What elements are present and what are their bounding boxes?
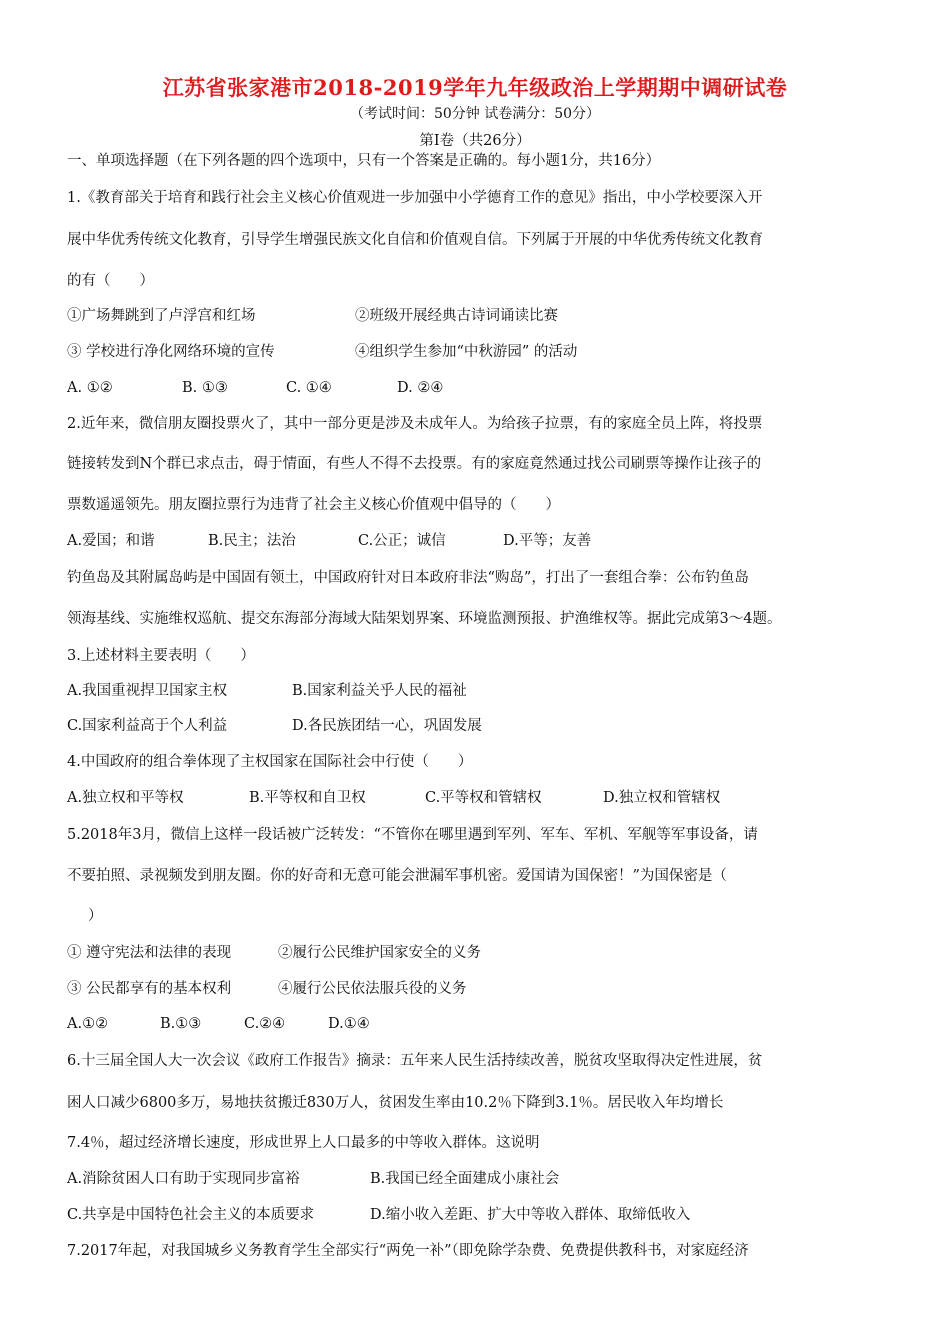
- q5-option-a[interactable]: A.①②: [67, 1016, 109, 1032]
- q2-line1: 2.近年来，微信朋友圈投票火了，其中一部分更是涉及未成年人。为给孩子拉票，有的家庭全员上阵，将投票: [67, 416, 763, 432]
- q6-option-a[interactable]: A.消除贫困人口有助于实现同步富裕: [67, 1171, 300, 1187]
- q5-statements-row1: [67, 943, 481, 963]
- exam-title: 江苏省张家港市2018-2019学年九年级政治上学期期中调研试卷: [162, 75, 788, 100]
- q6-options-row2: [67, 1205, 690, 1225]
- q1-option-b[interactable]: B. ①③: [182, 380, 228, 396]
- q1-options: [67, 378, 443, 398]
- q4-option-b[interactable]: B.平等权和自卫权: [249, 790, 366, 806]
- q4-option-d[interactable]: D.独立权和管辖权: [603, 790, 721, 806]
- q2-option-c[interactable]: C.公正；诚信: [358, 533, 446, 549]
- q1-statement-1: ①广场舞跳到了卢浮宫和红场: [67, 308, 256, 324]
- q5-line1: 5.2018年3月，微信上这样一段话被广泛转发：“不管你在哪里遇到军列、军车、军机、军舰等军事设备，请: [67, 827, 758, 843]
- q4-line1: 4.中国政府的组合拳体现了主权国家在国际社会中行使（ ）: [67, 754, 473, 770]
- q4-option-c[interactable]: C.平等权和管辖权: [425, 790, 542, 806]
- q1-statement-3: ③ 学校进行净化网络环境的宣传: [67, 344, 275, 360]
- q5-options: [67, 1014, 370, 1034]
- q1-statement-4: ④组织学生参加“中秋游园” 的活动: [355, 344, 578, 360]
- q5-option-c[interactable]: C.②④: [244, 1016, 286, 1032]
- part-heading: 第Ⅰ卷（共26分）: [419, 133, 531, 149]
- q6-option-c[interactable]: C.共享是中国特色社会主义的本质要求: [67, 1207, 315, 1223]
- q1-option-d[interactable]: D. ②④: [397, 380, 444, 396]
- q6-line2: 困人口减少6800多万，易地扶贫搬迁830万人，贫困发生率由10.2％下降到3.1％。居民收入年均增长: [67, 1095, 724, 1111]
- q2-option-d[interactable]: D.平等；友善: [503, 533, 592, 549]
- material-line1: 钓鱼岛及其附属岛屿是中国固有领土，中国政府针对日本政府非法“购岛”，打出了一套组合拳：公布钓鱼岛: [67, 570, 749, 586]
- q3-line1: 3.上述材料主要表明（ ）: [67, 648, 255, 664]
- q4-options: [67, 788, 720, 808]
- q4-option-a[interactable]: A.独立权和平等权: [67, 790, 184, 806]
- q2-option-a[interactable]: A.爱国；和谐: [67, 533, 155, 549]
- q5-statement-4: ④履行公民依法服兵役的义务: [278, 981, 467, 997]
- q2-line3: 票数遥遥领先。朋友圈拉票行为违背了社会主义核心价值观中倡导的（ ）: [67, 497, 560, 513]
- q1-option-c[interactable]: C. ①④: [286, 380, 332, 396]
- q6-option-b[interactable]: B.我国已经全面建成小康社会: [370, 1171, 560, 1187]
- q5-option-d[interactable]: D.①④: [328, 1016, 370, 1032]
- q3-options-row2: [67, 716, 482, 736]
- q1-line2: 展中华优秀传统文化教育，引导学生增强民族文化自信和价值观自信。下列属于开展的中华优秀传统文化教育: [67, 232, 763, 248]
- q6-line3: 7.4％，超过经济增长速度，形成世界上人口最多的中等收入群体。这说明: [67, 1135, 540, 1151]
- q5-statements-row2: [67, 979, 467, 999]
- q3-options-row1: [67, 681, 467, 701]
- q6-line1: 6.十三届全国人大一次会议《政府工作报告》摘录：五年来人民生活持续改善，脱贫攻坚取得决定性进展，贫: [67, 1053, 763, 1069]
- q1-option-a[interactable]: A. ①②: [67, 380, 113, 396]
- q5-statement-2: ②履行公民维护国家安全的义务: [278, 945, 481, 961]
- q1-line1: 1.《教育部关于培育和践行社会主义核心价值观进一步加强中小学德育工作的意见》指出，中小学校要深入开: [67, 190, 763, 206]
- q1-statements-row1: [67, 306, 558, 326]
- q5-line3: ）: [88, 908, 103, 924]
- section-heading: 一、单项选择题（在下列各题的四个选项中，只有一个答案是正确的。每小题1分，共16分）: [67, 153, 661, 169]
- q3-option-d[interactable]: D.各民族团结一心，巩固发展: [292, 718, 482, 734]
- q7-line1: 7.2017年起，对我国城乡义务教育学生全部实行“两免一补”（即免除学杂费、免费提供教科书，对家庭经济: [67, 1243, 749, 1259]
- q1-statements-row2: [67, 342, 577, 362]
- q3-option-b[interactable]: B.国家利益关乎人民的福祉: [292, 683, 467, 699]
- q1-line3: 的有（ ）: [67, 273, 154, 289]
- q6-options-row1: [67, 1169, 559, 1189]
- material-line2: 领海基线、实施维权巡航、提交东海部分海域大陆架划界案、环境监测预报、护渔维权等。据此完成第3～4题。: [67, 611, 782, 627]
- q2-options: [67, 531, 591, 551]
- q5-statement-1: ① 遵守宪法和法律的表现: [67, 945, 232, 961]
- q6-option-d[interactable]: D.缩小收入差距、扩大中等收入群体、取缔低收入: [370, 1207, 691, 1223]
- q3-option-a[interactable]: A.我国重视捍卫国家主权: [67, 683, 228, 699]
- q1-statement-2: ②班级开展经典古诗词诵读比赛: [355, 308, 558, 324]
- q5-line2: 不要拍照、录视频发到朋友圈。你的好奇和无意可能会泄漏军事机密。爱国请为国保密！”为国保密是（: [67, 868, 727, 884]
- q5-statement-3: ③ 公民都享有的基本权利: [67, 981, 232, 997]
- q2-line2: 链接转发到N个群已求点击，碍于情面，有些人不得不去投票。有的家庭竟然通过找公司刷票等操作让孩子的: [67, 456, 762, 472]
- q2-option-b[interactable]: B.民主；法治: [208, 533, 296, 549]
- exam-subtitle: （考试时间：50分钟 试卷满分：50分）: [349, 106, 601, 122]
- q5-option-b[interactable]: B.①③: [160, 1016, 202, 1032]
- q3-option-c[interactable]: C.国家利益高于个人利益: [67, 718, 228, 734]
